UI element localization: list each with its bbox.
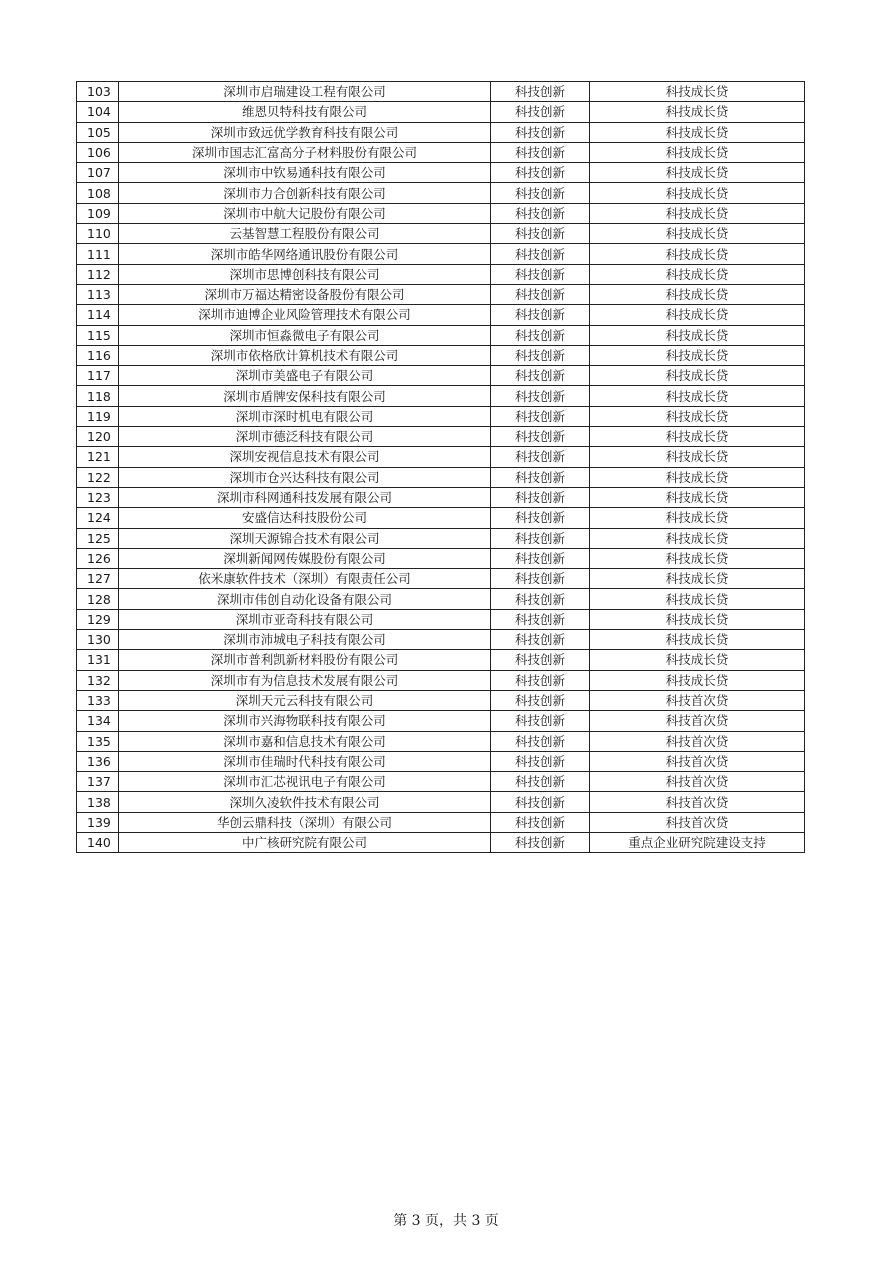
table-row [77, 284, 805, 304]
table-row [77, 467, 805, 487]
table-row [77, 589, 805, 609]
product-cell: 科技成长贷 [590, 650, 805, 670]
row-number: 138 [77, 792, 119, 812]
category-cell: 科技创新 [491, 832, 590, 852]
table-row [77, 264, 805, 284]
product-cell: 科技成长贷 [590, 366, 805, 386]
table-row [77, 122, 805, 142]
company-name: 深圳市兴海物联科技有限公司 [119, 711, 491, 731]
category-cell: 科技创新 [491, 548, 590, 568]
table-row [77, 142, 805, 162]
table-row [77, 772, 805, 792]
company-name: 安盛信达科技股份公司 [119, 508, 491, 528]
row-number: 133 [77, 690, 119, 710]
company-name: 深圳市嘉和信息技术有限公司 [119, 731, 491, 751]
table-row [77, 386, 805, 406]
product-cell: 科技成长贷 [590, 589, 805, 609]
company-name: 华创云鼎科技（深圳）有限公司 [119, 812, 491, 832]
category-cell: 科技创新 [491, 670, 590, 690]
company-name: 依米康软件技术（深圳）有限责任公司 [119, 569, 491, 589]
product-cell: 科技成长贷 [590, 224, 805, 244]
product-cell: 科技成长贷 [590, 630, 805, 650]
row-number: 121 [77, 447, 119, 467]
product-cell: 科技首次贷 [590, 812, 805, 832]
company-name: 深圳久凌软件技术有限公司 [119, 792, 491, 812]
row-number: 122 [77, 467, 119, 487]
product-cell: 科技成长贷 [590, 427, 805, 447]
table-row [77, 812, 805, 832]
table-row [77, 203, 805, 223]
table-row [77, 427, 805, 447]
category-cell: 科技创新 [491, 325, 590, 345]
row-number: 105 [77, 122, 119, 142]
product-cell: 科技成长贷 [590, 569, 805, 589]
product-cell: 科技成长贷 [590, 82, 805, 102]
row-number: 124 [77, 508, 119, 528]
row-number: 115 [77, 325, 119, 345]
category-cell: 科技创新 [491, 569, 590, 589]
company-name: 深圳市科网通科技发展有限公司 [119, 487, 491, 507]
product-cell: 科技成长贷 [590, 386, 805, 406]
category-cell: 科技创新 [491, 224, 590, 244]
row-number: 127 [77, 569, 119, 589]
row-number: 107 [77, 163, 119, 183]
product-cell: 科技成长贷 [590, 528, 805, 548]
company-name: 深圳市皓华网络通讯股份有限公司 [119, 244, 491, 264]
company-name: 深圳市国志汇富高分子材料股份有限公司 [119, 142, 491, 162]
table-row [77, 487, 805, 507]
company-name: 深圳市沛城电子科技有限公司 [119, 630, 491, 650]
table-row [77, 731, 805, 751]
row-number: 129 [77, 609, 119, 629]
category-cell: 科技创新 [491, 731, 590, 751]
row-number: 132 [77, 670, 119, 690]
company-name: 深圳市恒淼微电子有限公司 [119, 325, 491, 345]
category-cell: 科技创新 [491, 650, 590, 670]
table-row [77, 406, 805, 426]
product-cell: 科技成长贷 [590, 122, 805, 142]
row-number: 136 [77, 751, 119, 771]
row-number: 119 [77, 406, 119, 426]
company-name: 深圳市启瑞建设工程有限公司 [119, 82, 491, 102]
table-row [77, 711, 805, 731]
company-name: 深圳市迪博企业风险管理技术有限公司 [119, 305, 491, 325]
category-cell: 科技创新 [491, 427, 590, 447]
table-row [77, 569, 805, 589]
row-number: 114 [77, 305, 119, 325]
row-number: 140 [77, 832, 119, 852]
table-row [77, 102, 805, 122]
table-row [77, 690, 805, 710]
product-cell: 科技成长贷 [590, 467, 805, 487]
table-row [77, 528, 805, 548]
product-cell: 科技成长贷 [590, 548, 805, 568]
row-number: 117 [77, 366, 119, 386]
category-cell: 科技创新 [491, 609, 590, 629]
product-cell: 科技首次贷 [590, 751, 805, 771]
category-cell: 科技创新 [491, 163, 590, 183]
company-name: 深圳市汇芯视讯电子有限公司 [119, 772, 491, 792]
product-cell: 科技成长贷 [590, 325, 805, 345]
category-cell: 科技创新 [491, 82, 590, 102]
table-row [77, 447, 805, 467]
company-name: 深圳天源锦合技术有限公司 [119, 528, 491, 548]
category-cell: 科技创新 [491, 345, 590, 365]
category-cell: 科技创新 [491, 812, 590, 832]
product-cell: 科技成长贷 [590, 183, 805, 203]
product-cell: 科技成长贷 [590, 284, 805, 304]
category-cell: 科技创新 [491, 305, 590, 325]
category-cell: 科技创新 [491, 366, 590, 386]
product-cell: 科技成长贷 [590, 447, 805, 467]
table-row [77, 792, 805, 812]
row-number: 120 [77, 427, 119, 447]
row-number: 128 [77, 589, 119, 609]
product-cell: 科技成长贷 [590, 670, 805, 690]
row-number: 104 [77, 102, 119, 122]
category-cell: 科技创新 [491, 690, 590, 710]
table-row [77, 751, 805, 771]
table-body [77, 82, 805, 853]
row-number: 118 [77, 386, 119, 406]
product-cell: 科技成长贷 [590, 102, 805, 122]
row-number: 111 [77, 244, 119, 264]
company-name: 深圳市万福达精密设备股份有限公司 [119, 284, 491, 304]
product-cell: 科技成长贷 [590, 264, 805, 284]
table-row [77, 548, 805, 568]
company-name: 深圳市盾牌安保科技有限公司 [119, 386, 491, 406]
category-cell: 科技创新 [491, 244, 590, 264]
table-row [77, 670, 805, 690]
product-cell: 科技成长贷 [590, 163, 805, 183]
product-cell: 科技首次贷 [590, 731, 805, 751]
table-row [77, 163, 805, 183]
product-cell: 重点企业研究院建设支持 [590, 832, 805, 852]
table-row [77, 224, 805, 244]
row-number: 108 [77, 183, 119, 203]
company-name: 深圳市亚奇科技有限公司 [119, 609, 491, 629]
row-number: 123 [77, 487, 119, 507]
company-name: 深圳市力合创新科技有限公司 [119, 183, 491, 203]
company-name: 深圳市深时机电有限公司 [119, 406, 491, 426]
row-number: 106 [77, 142, 119, 162]
company-name: 云基智慧工程股份有限公司 [119, 224, 491, 244]
category-cell: 科技创新 [491, 447, 590, 467]
row-number: 110 [77, 224, 119, 244]
product-cell: 科技首次贷 [590, 711, 805, 731]
company-name: 深圳市伟创自动化设备有限公司 [119, 589, 491, 609]
table-row [77, 183, 805, 203]
product-cell: 科技成长贷 [590, 406, 805, 426]
product-cell: 科技成长贷 [590, 487, 805, 507]
table-row [77, 650, 805, 670]
category-cell: 科技创新 [491, 772, 590, 792]
product-cell: 科技成长贷 [590, 305, 805, 325]
row-number: 139 [77, 812, 119, 832]
category-cell: 科技创新 [491, 467, 590, 487]
company-name: 深圳天元云科技有限公司 [119, 690, 491, 710]
category-cell: 科技创新 [491, 102, 590, 122]
category-cell: 科技创新 [491, 792, 590, 812]
table-row [77, 609, 805, 629]
row-number: 131 [77, 650, 119, 670]
page-number: 第 3 页，共 3 页 [393, 1213, 499, 1229]
category-cell: 科技创新 [491, 751, 590, 771]
table-row [77, 325, 805, 345]
company-name: 深圳新闻网传媒股份有限公司 [119, 548, 491, 568]
row-number: 116 [77, 345, 119, 365]
category-cell: 科技创新 [491, 406, 590, 426]
product-cell: 科技成长贷 [590, 609, 805, 629]
product-cell: 科技成长贷 [590, 203, 805, 223]
table-row [77, 305, 805, 325]
company-name: 深圳市美盛电子有限公司 [119, 366, 491, 386]
row-number: 109 [77, 203, 119, 223]
product-cell: 科技成长贷 [590, 244, 805, 264]
product-cell: 科技成长贷 [590, 142, 805, 162]
row-number: 126 [77, 548, 119, 568]
product-cell: 科技首次贷 [590, 792, 805, 812]
company-name: 深圳市德泛科技有限公司 [119, 427, 491, 447]
table-row [77, 630, 805, 650]
company-name: 深圳市思博创科技有限公司 [119, 264, 491, 284]
category-cell: 科技创新 [491, 528, 590, 548]
category-cell: 科技创新 [491, 386, 590, 406]
company-name: 深圳市依格欣计算机技术有限公司 [119, 345, 491, 365]
row-number: 130 [77, 630, 119, 650]
table-row [77, 366, 805, 386]
company-name: 深圳安视信息技术有限公司 [119, 447, 491, 467]
product-cell: 科技成长贷 [590, 508, 805, 528]
table-row [77, 508, 805, 528]
company-name: 中广核研究院有限公司 [119, 832, 491, 852]
company-name: 深圳市仓兴达科技有限公司 [119, 467, 491, 487]
table-row [77, 244, 805, 264]
category-cell: 科技创新 [491, 589, 590, 609]
company-list-table [76, 81, 805, 853]
row-number: 112 [77, 264, 119, 284]
category-cell: 科技创新 [491, 630, 590, 650]
company-name: 维恩贝特科技有限公司 [119, 102, 491, 122]
row-number: 135 [77, 731, 119, 751]
product-cell: 科技首次贷 [590, 772, 805, 792]
category-cell: 科技创新 [491, 264, 590, 284]
row-number: 113 [77, 284, 119, 304]
table-row [77, 345, 805, 365]
row-number: 134 [77, 711, 119, 731]
category-cell: 科技创新 [491, 487, 590, 507]
category-cell: 科技创新 [491, 508, 590, 528]
company-name: 深圳市普利凯新材料股份有限公司 [119, 650, 491, 670]
company-name: 深圳市中钦易通科技有限公司 [119, 163, 491, 183]
category-cell: 科技创新 [491, 203, 590, 223]
row-number: 103 [77, 82, 119, 102]
category-cell: 科技创新 [491, 142, 590, 162]
table-row [77, 82, 805, 102]
table-row [77, 832, 805, 852]
product-cell: 科技首次贷 [590, 690, 805, 710]
company-name: 深圳市中航大记股份有限公司 [119, 203, 491, 223]
company-name: 深圳市致远优学教育科技有限公司 [119, 122, 491, 142]
category-cell: 科技创新 [491, 284, 590, 304]
category-cell: 科技创新 [491, 711, 590, 731]
row-number: 125 [77, 528, 119, 548]
category-cell: 科技创新 [491, 122, 590, 142]
row-number: 137 [77, 772, 119, 792]
company-name: 深圳市有为信息技术发展有限公司 [119, 670, 491, 690]
product-cell: 科技成长贷 [590, 345, 805, 365]
company-name: 深圳市佳瑞时代科技有限公司 [119, 751, 491, 771]
category-cell: 科技创新 [491, 183, 590, 203]
